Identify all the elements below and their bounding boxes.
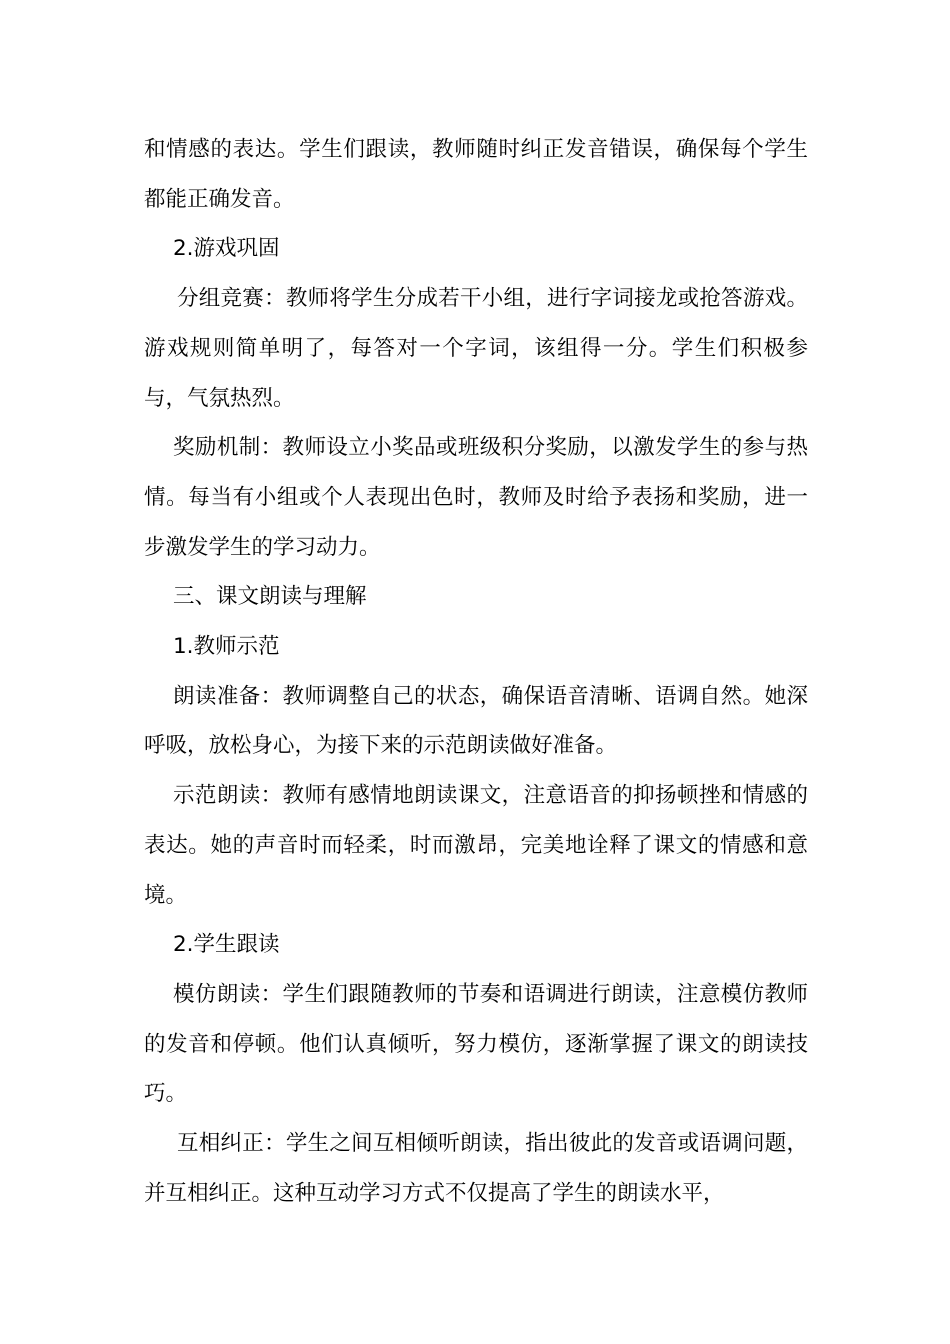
paragraph-imitation-reading: 模仿朗读：学生们跟随教师的节奏和语调进行朗读，注意模仿教师的发音和停顿。他们认真倾听，努力模仿，逐渐掌握了课文的朗读技巧。 xyxy=(144,981,808,1107)
subheading-game-consolidation: 2.游戏巩固 xyxy=(173,236,280,262)
paragraph-group-competition: 分组竞赛：教师将学生分成若干小组，进行字词接龙或抢答游戏。游戏规则简单明了，每答对一个字词，该组得一分。学生们积极参与，气氛热烈。 xyxy=(144,286,808,411)
subheading-student-follow: 2.学生跟读 xyxy=(173,932,280,958)
paragraph-reward-mechanism: 奖励机制：教师设立小奖品或班级积分奖励，以激发学生的参与热情。每当有小组或个人表现出色时，教师及时给予表扬和奖励，进一步激发学生的学习动力。 xyxy=(144,435,808,560)
paragraph-demo-reading: 示范朗读：教师有感情地朗读课文，注意语音的抑扬顿挫和情感的表达。她的声音时而轻柔，时而激昂，完美地诠释了课文的情感和意境。 xyxy=(144,783,808,908)
document-body xyxy=(144,125,808,1218)
paragraph-reading-preparation: 朗读准备：教师调整自己的状态，确保语音清晰、语调自然。她深呼吸，放松身心，为接下来的示范朗读做好准备。 xyxy=(144,683,808,759)
paragraph-mutual-correction: 互相纠正：学生之间互相倾听朗读，指出彼此的发音或语调问题，并互相纠正。这种互动学习方式不仅提高了学生的朗读水平， xyxy=(144,1131,808,1206)
section-heading-text-reading: 三、课文朗读与理解 xyxy=(173,584,367,610)
paragraph-continuation: 和情感的表达。学生们跟读，教师随时纠正发音错误，确保每个学生都能正确发音。 xyxy=(144,137,808,212)
subheading-teacher-demo: 1.教师示范 xyxy=(173,634,280,660)
